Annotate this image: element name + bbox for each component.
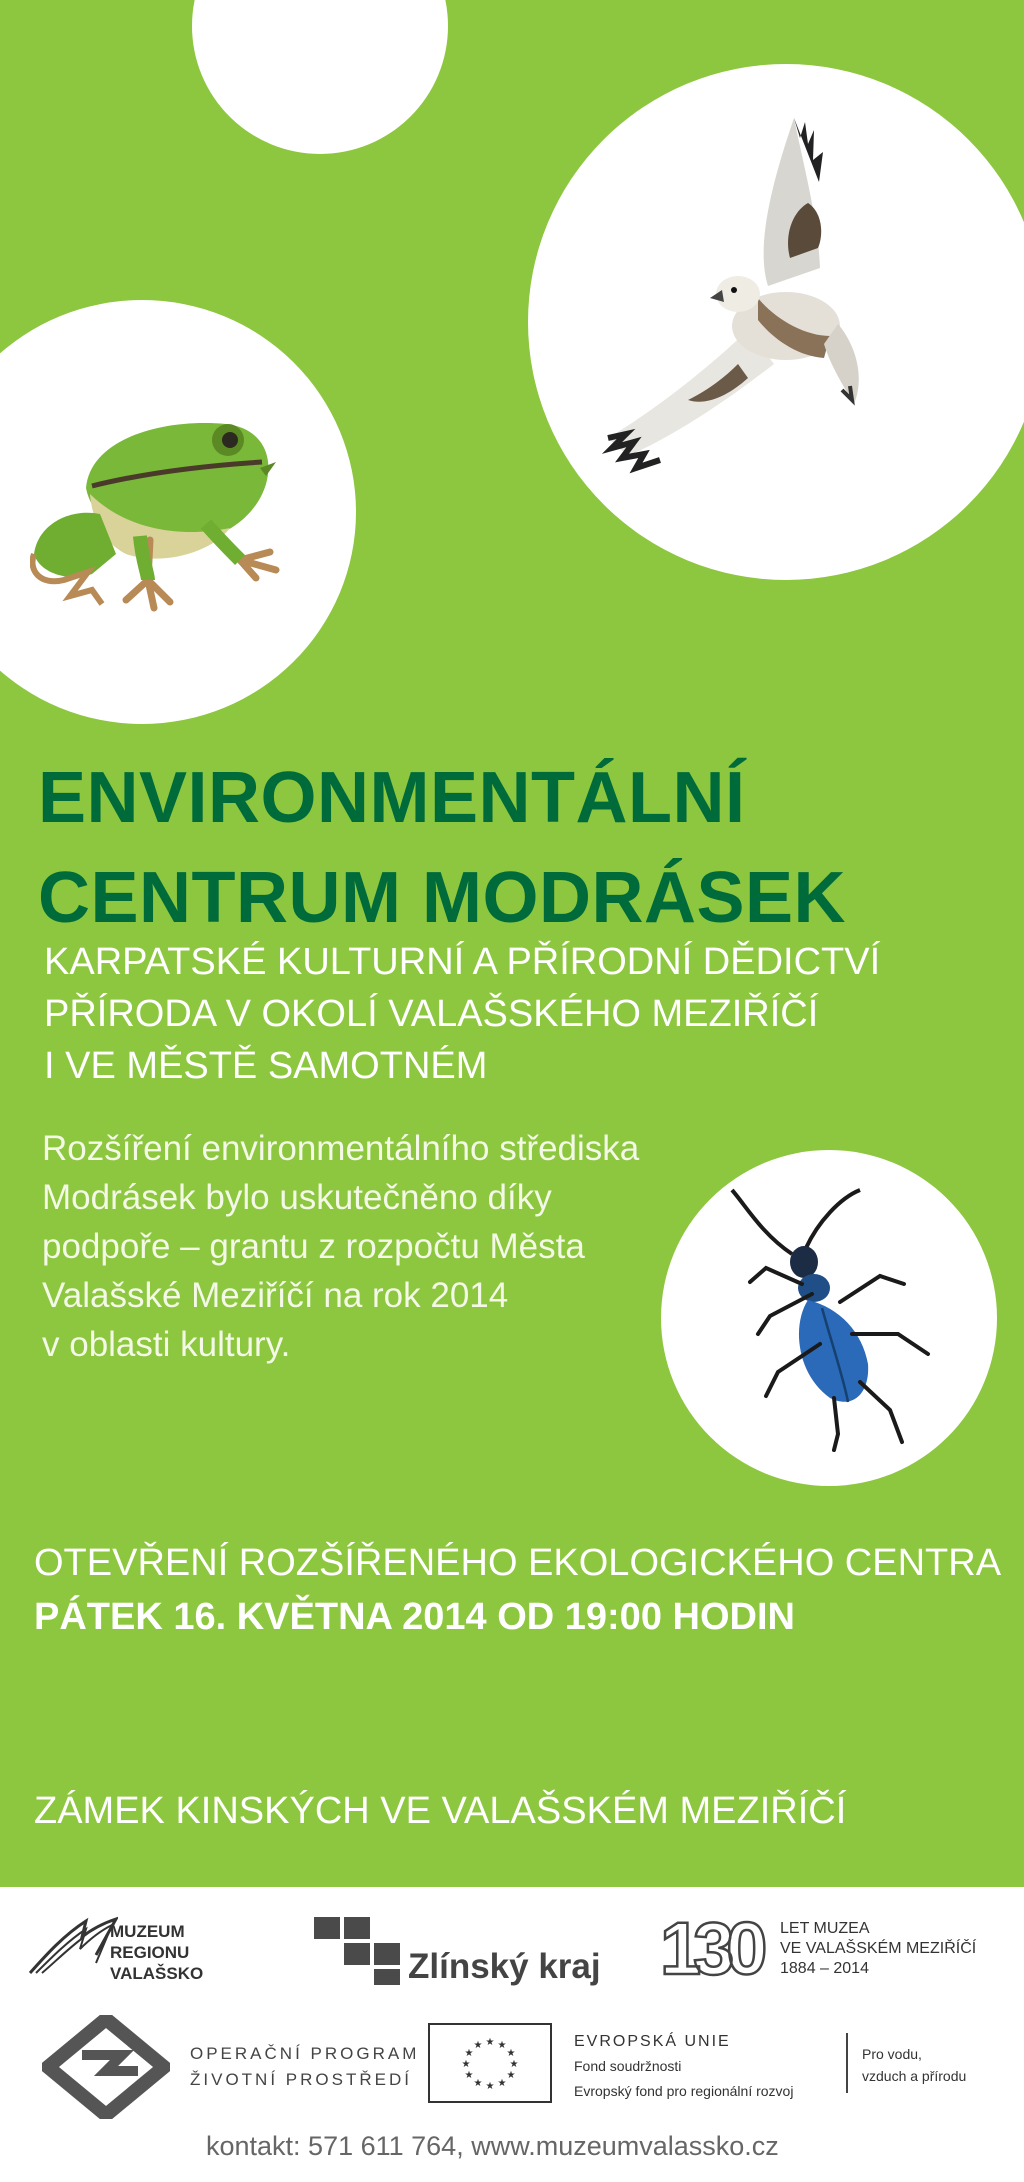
svg-text:★: ★ [461, 2059, 471, 2070]
op-zp-logo-icon [42, 2015, 170, 2119]
bird-of-prey-image [598, 108, 918, 488]
op-zp-text [190, 2041, 419, 2093]
title-line-1: ENVIRONMENTÁLNÍ [38, 758, 746, 838]
eu-line: Evropský fond pro regionální rozvoj [574, 2083, 794, 2099]
blue-beetle-image [722, 1184, 942, 1454]
event-date: PÁTEK 16. KVĚTNA 2014 OD 19:00 HODIN [34, 1596, 795, 1638]
decorative-circle [192, 0, 448, 154]
event-info [34, 1536, 1001, 1644]
zlinsky-kraj-logo-icon [314, 1917, 406, 1985]
frog-image [30, 404, 310, 614]
svg-text:★: ★ [506, 2048, 516, 2059]
slogan-line: Pro vodu, [862, 2046, 922, 2062]
svg-text:★: ★ [473, 2078, 483, 2089]
divider [846, 2033, 848, 2093]
anniversary-text [780, 1919, 976, 1979]
anniversary-line: VE VALAŠSKÉM MEZIŘÍČÍ [780, 1940, 977, 1957]
museum-logo-line: REGIONU [110, 1943, 190, 1962]
svg-text:★: ★ [509, 2059, 519, 2070]
op-zp-line: ŽIVOTNÍ PROSTŘEDÍ [190, 2070, 412, 2089]
contact-info: kontakt: 571 611 764, www.muzeumvalassko.cz [206, 2131, 779, 2161]
museum-logo-line: MUZEUM [110, 1922, 185, 1941]
anniversary-line: 1884 – 2014 [780, 1960, 869, 1977]
anniversary-number: 130 [660, 1907, 760, 1990]
svg-text:★: ★ [497, 2040, 507, 2051]
description [42, 1124, 662, 1369]
eu-stars-icon [430, 2025, 550, 2101]
anniversary-line: LET MUZEA [780, 1920, 870, 1937]
description-line: Modrásek bylo uskutečněno díky [42, 1178, 552, 1217]
svg-text:★: ★ [485, 2081, 495, 2092]
description-line: podpoře – grantu z rozpočtu Města [42, 1227, 585, 1266]
svg-text:★: ★ [464, 2048, 474, 2059]
subtitle-line: PŘÍRODA V OKOLÍ VALAŠSKÉHO MEZIŘÍČÍ [44, 993, 819, 1035]
main-title [38, 748, 846, 948]
subtitle [44, 936, 880, 1092]
eu-line: EVROPSKÁ UNIE [574, 2033, 731, 2050]
event-place: ZÁMEK KINSKÝCH VE VALAŠSKÉM MEZIŘÍČÍ [34, 1790, 847, 1832]
svg-text:★: ★ [497, 2078, 507, 2089]
op-zp-line: OPERAČNÍ PROGRAM [190, 2044, 420, 2063]
slogan [862, 2043, 966, 2087]
museum-logo-line: VALAŠSKO [110, 1964, 204, 1983]
svg-text:★: ★ [485, 2037, 495, 2048]
museum-logo-text [110, 1921, 203, 1984]
title-line-2: CENTRUM MODRÁSEK [38, 858, 846, 938]
eu-line: Fond soudržnosti [574, 2058, 682, 2074]
subtitle-line: I VE MĚSTĚ SAMOTNÉM [44, 1045, 488, 1087]
subtitle-line: KARPATSKÉ KULTURNÍ A PŘÍRODNÍ DĚDICTVÍ [44, 941, 881, 983]
description-line: Rozšíření environmentálního střediska [42, 1129, 640, 1168]
eu-flag-icon [428, 2023, 552, 2103]
description-line: Valašské Meziříčí na rok 2014 [42, 1276, 509, 1315]
svg-text:★: ★ [473, 2040, 483, 2051]
svg-text:★: ★ [464, 2070, 474, 2081]
footer-logos [0, 1887, 1024, 2182]
zlinsky-kraj-text: Zlínský kraj [408, 1947, 601, 1986]
description-line: v oblasti kultury. [42, 1325, 291, 1364]
svg-text:★: ★ [506, 2070, 516, 2081]
slogan-line: vzduch a přírodu [862, 2068, 967, 2084]
eu-text [574, 2029, 793, 2104]
museum-logo-icon [26, 1915, 118, 1977]
event-title: OTEVŘENÍ ROZŠÍŘENÉHO EKOLOGICKÉHO CENTRA [34, 1542, 1002, 1584]
